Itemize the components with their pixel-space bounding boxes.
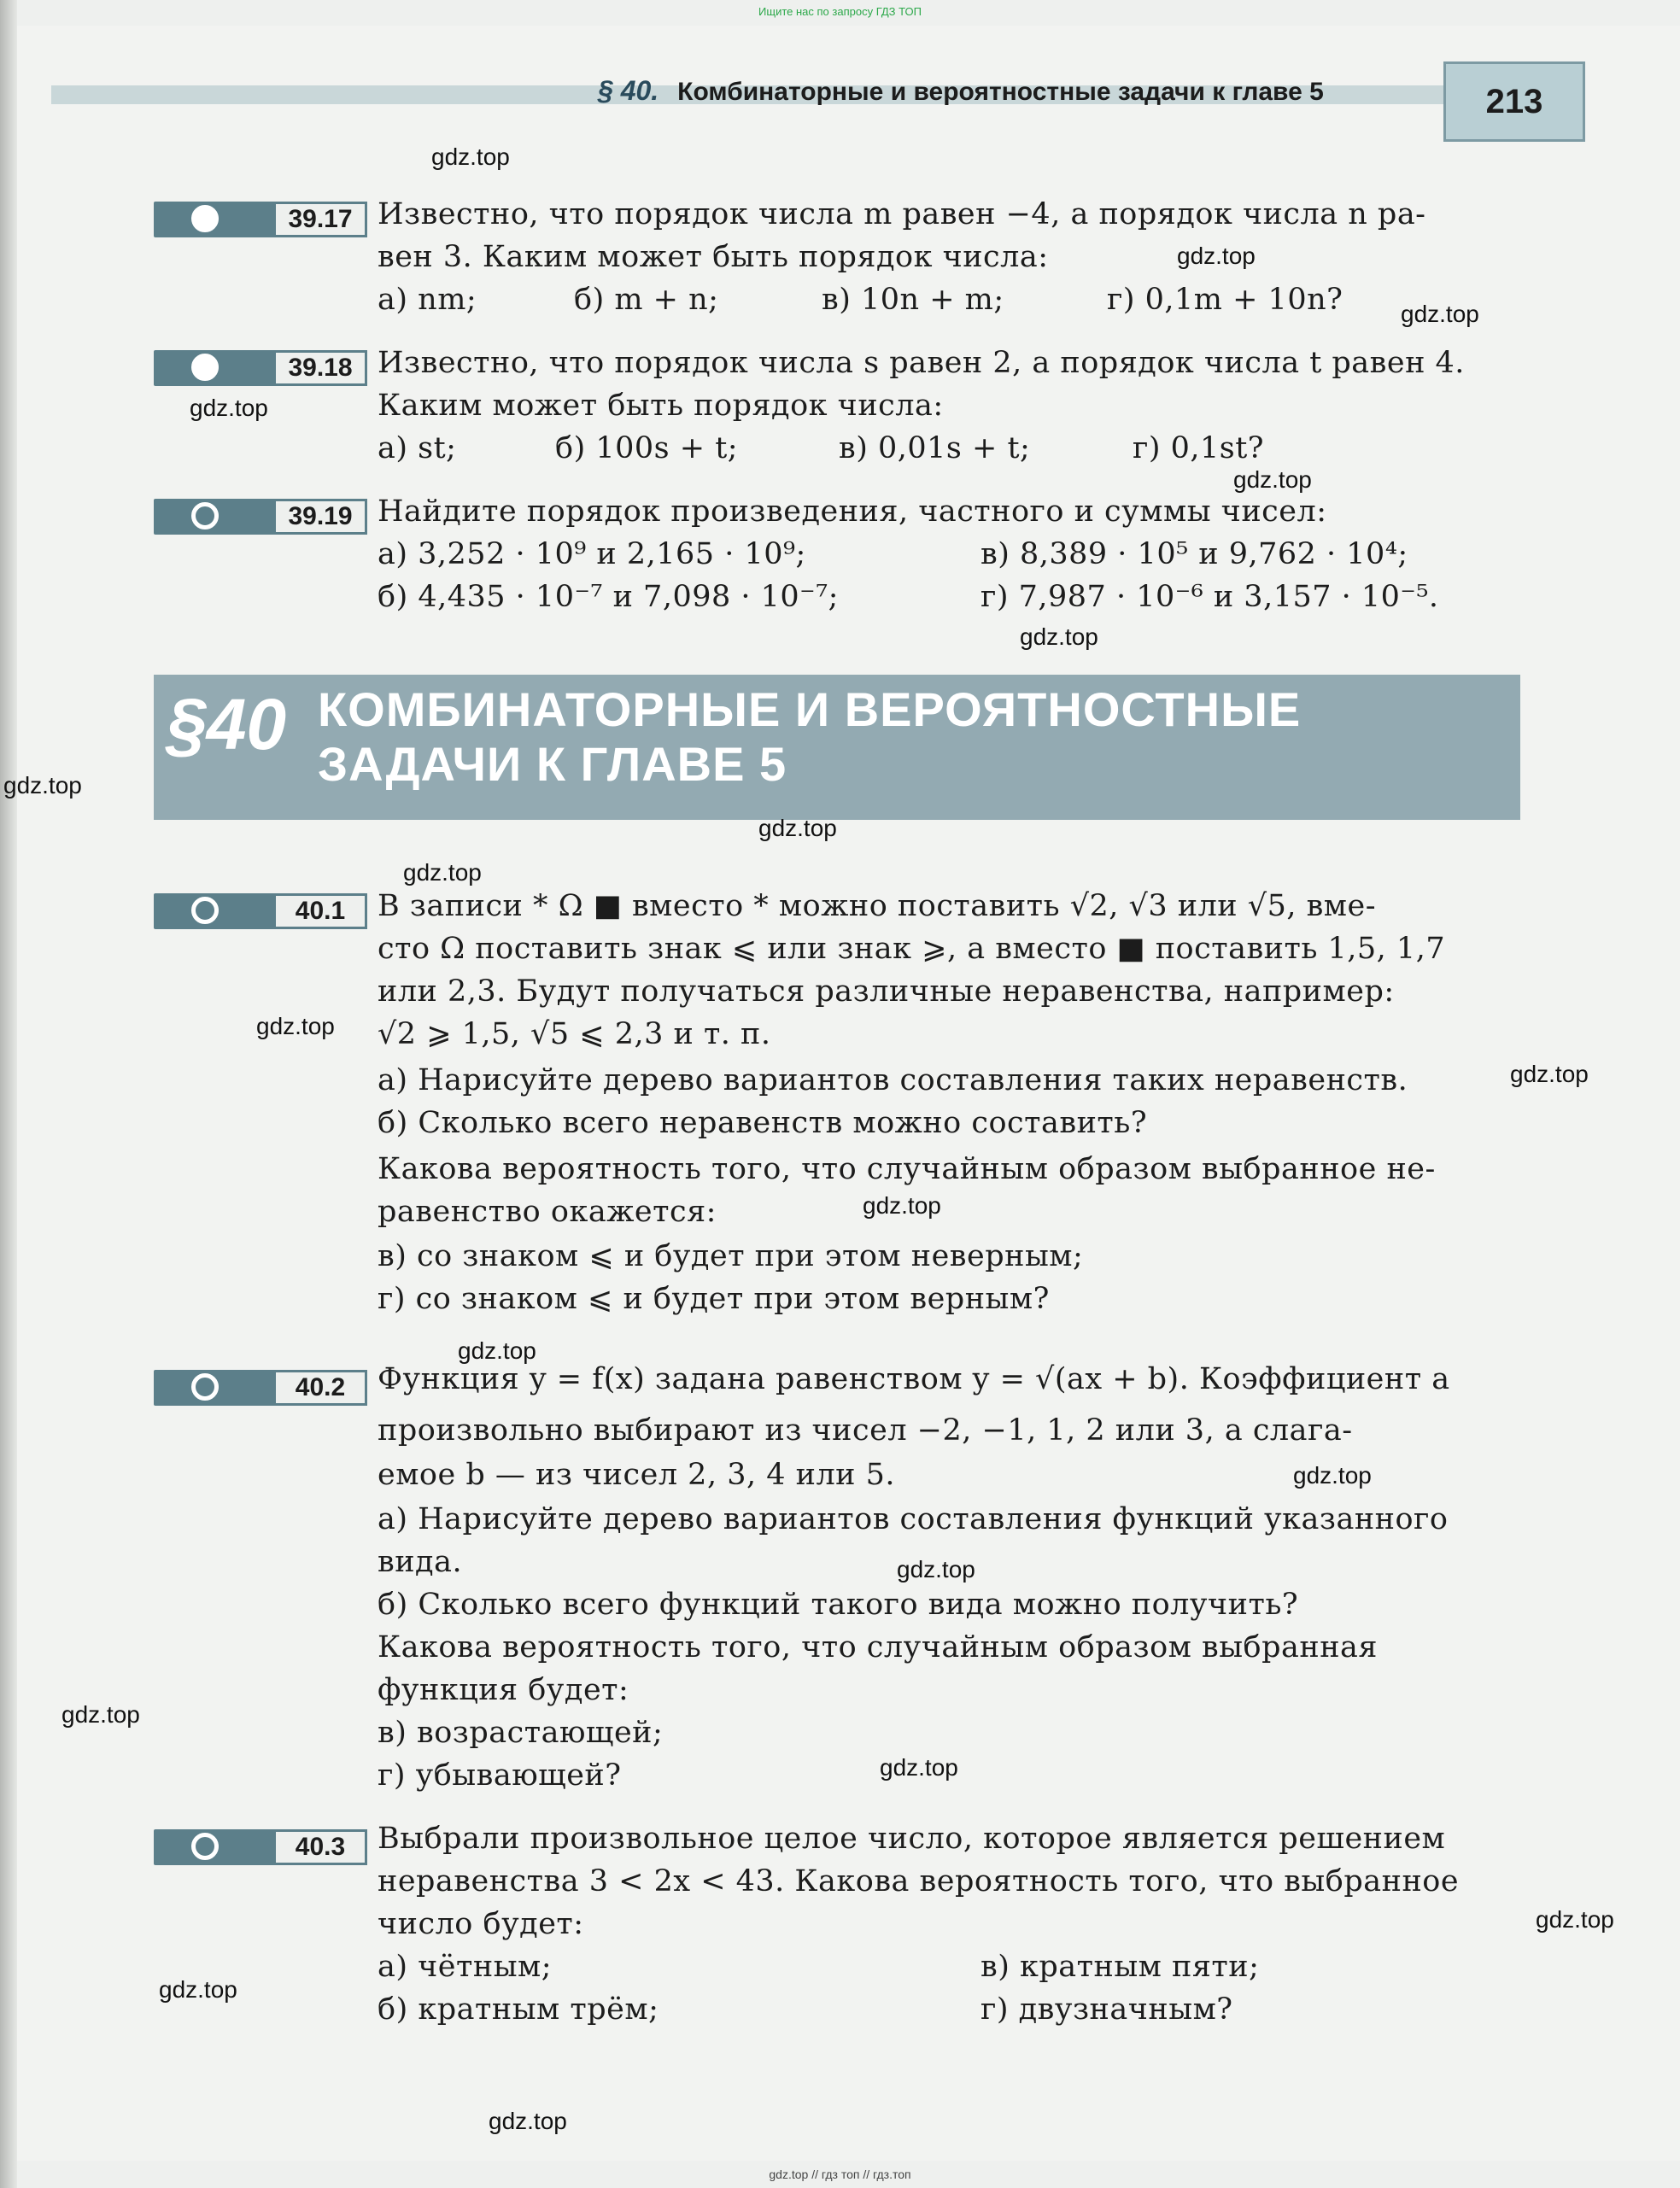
watermark: gdz.top: [190, 395, 268, 421]
watermark: gdz.top: [880, 1754, 958, 1781]
section-title-line: КОМБИНАТОРНЫЕ И ВЕРОЯТНОСТНЫЕ: [318, 682, 1302, 736]
task-text-line: Каким может быть порядок числа:: [378, 389, 944, 423]
header-title-text: Комбинаторные и вероятностные задачи к главе 5: [677, 78, 1324, 106]
task-text-line: а) Нарисуйте дерево вариантов составления функций указанного: [378, 1502, 1449, 1536]
task-text-line: б) Сколько всего функций такого вида можно получить?: [378, 1588, 1299, 1622]
watermark: gdz.top: [1020, 623, 1098, 650]
task-text-line: В записи * Ω ■ вместо * можно поставить √2, √3 или √5, вме-: [378, 889, 1377, 923]
section-mark: §40: [167, 684, 287, 764]
difficulty-ring-icon: [191, 1833, 219, 1860]
task-option: г) 0,1st?: [1133, 431, 1265, 465]
task-badge: [154, 350, 367, 386]
watermark: gdz.top: [159, 1976, 237, 2003]
watermark: gdz.top: [61, 1701, 140, 1728]
watermark: gdz.top: [431, 143, 510, 170]
task-option: г) 0,1m + 10n?: [1107, 283, 1343, 317]
watermark: gdz.top: [256, 1013, 335, 1039]
section-title-line: ЗАДАЧИ К ГЛАВЕ 5: [318, 737, 787, 791]
task-text-line: Выбрали произвольное целое число, которое является решением: [378, 1822, 1446, 1856]
task-text-line: произвольно выбирают из чисел −2, −1, 1, 2 или 3, а слага-: [378, 1413, 1353, 1448]
task-text-line: а) Нарисуйте дерево вариантов составления таких неравенств.: [378, 1063, 1408, 1097]
running-header: [598, 75, 1324, 107]
task-text-line: Какова вероятность того, что случайным образом выбранное не-: [378, 1152, 1436, 1186]
task-option: г) двузначным?: [980, 1992, 1233, 2027]
watermark: gdz.top: [489, 2108, 567, 2134]
difficulty-ring-icon: [191, 502, 219, 529]
task-text-line: вен 3. Каким может быть порядок числа:: [378, 240, 1049, 274]
task-number: 39.18: [273, 350, 367, 386]
book-spine-shadow: [0, 0, 17, 2188]
watermark: gdz.top: [1293, 1462, 1372, 1489]
watermark: gdz.top: [3, 772, 82, 799]
difficulty-filled-circle-icon: [191, 205, 219, 232]
task-badge: [154, 202, 367, 237]
task-number: 40.1: [273, 893, 367, 929]
task-badge: [154, 1370, 367, 1406]
task-option: б) m + n;: [574, 283, 719, 317]
task-number: 39.17: [273, 202, 367, 237]
task-text-line: сто Ω поставить знак ⩽ или знак ⩾, а вместо ■ поставить 1,5, 1,7: [378, 932, 1446, 966]
task-option: в) 0,01s + t;: [839, 431, 1031, 465]
watermark: gdz.top: [1510, 1061, 1589, 1087]
task-option: в) 8,389 · 10⁵ и 9,762 · 10⁴;: [980, 537, 1408, 571]
task-text-line: емое b — из чисел 2, 3, 4 или 5.: [378, 1458, 896, 1492]
task-option: г) 7,987 · 10⁻⁶ и 3,157 · 10⁻⁵.: [980, 580, 1439, 614]
watermark: gdz.top: [403, 859, 482, 886]
task-text-line: Известно, что порядок числа s равен 2, а порядок числа t равен 4.: [378, 346, 1465, 380]
task-text-line: вида.: [378, 1545, 463, 1579]
watermark: gdz.top: [1536, 1906, 1614, 1933]
task-badge: [154, 1829, 367, 1865]
task-text-line: равенство окажется:: [378, 1195, 717, 1229]
watermark: gdz.top: [458, 1337, 536, 1364]
task-text-line: г) убывающей?: [378, 1758, 622, 1793]
task-text-line: в) возрастающей;: [378, 1716, 664, 1750]
top-notice: Ищите нас по запросу ГДЗ ТОП: [758, 5, 922, 18]
difficulty-ring-icon: [191, 1373, 219, 1401]
task-text-line: функция будет:: [378, 1673, 629, 1707]
task-text-line: или 2,3. Будут получаться различные неравенства, например:: [378, 974, 1395, 1009]
task-option: а) чётным;: [378, 1950, 553, 1984]
watermark: gdz.top: [1233, 466, 1312, 493]
task-text-line: б) Сколько всего неравенств можно составить?: [378, 1106, 1148, 1140]
task-number: 40.2: [273, 1370, 367, 1406]
task-badge: [154, 499, 367, 535]
watermark: gdz.top: [863, 1192, 941, 1219]
task-option: а) nm;: [378, 283, 477, 317]
task-text-line: в) со знаком ⩽ и будет при этом неверным;: [378, 1239, 1084, 1273]
task-text-line: Какова вероятность того, что случайным образом выбранная: [378, 1630, 1379, 1664]
task-text-line: Известно, что порядок числа m равен −4, а порядок числа n ра-: [378, 197, 1426, 231]
task-text-line: неравенства 3 < 2x < 43. Какова вероятность того, что выбранное: [378, 1864, 1460, 1898]
task-option: б) кратным трём;: [378, 1992, 659, 2027]
task-number: 39.19: [273, 499, 367, 535]
header-section-label: § 40.: [598, 75, 659, 106]
task-option: б) 100s + t;: [555, 431, 739, 465]
bottom-notice: gdz.top // гдз топ // гдз.топ: [769, 2168, 911, 2181]
task-option: а) 3,252 · 10⁹ и 2,165 · 10⁹;: [378, 537, 806, 571]
task-option: б) 4,435 · 10⁻⁷ и 7,098 · 10⁻⁷;: [378, 580, 839, 614]
watermark: gdz.top: [758, 815, 837, 841]
task-text-line: г) со знаком ⩽ и будет при этом верным?: [378, 1282, 1050, 1316]
task-option: в) 10n + m;: [822, 283, 1004, 317]
watermark: gdz.top: [1177, 243, 1256, 269]
task-number: 40.3: [273, 1829, 367, 1865]
task-option: в) кратным пяти;: [980, 1950, 1260, 1984]
task-text-line: Найдите порядок произведения, частного и суммы чисел:: [378, 494, 1327, 529]
task-badge: [154, 893, 367, 929]
watermark: gdz.top: [1401, 301, 1479, 327]
task-text-line: Функция y = f(x) задана равенством y = √(ax + b). Коэффициент a: [378, 1362, 1450, 1396]
difficulty-ring-icon: [191, 897, 219, 924]
task-text-line: число будет:: [378, 1907, 584, 1941]
page-number: 213: [1443, 61, 1585, 142]
watermark: gdz.top: [897, 1556, 975, 1582]
difficulty-filled-circle-icon: [191, 354, 219, 381]
task-option: а) st;: [378, 431, 457, 465]
task-text-line: √2 ⩾ 1,5, √5 ⩽ 2,3 и т. п.: [378, 1017, 771, 1051]
